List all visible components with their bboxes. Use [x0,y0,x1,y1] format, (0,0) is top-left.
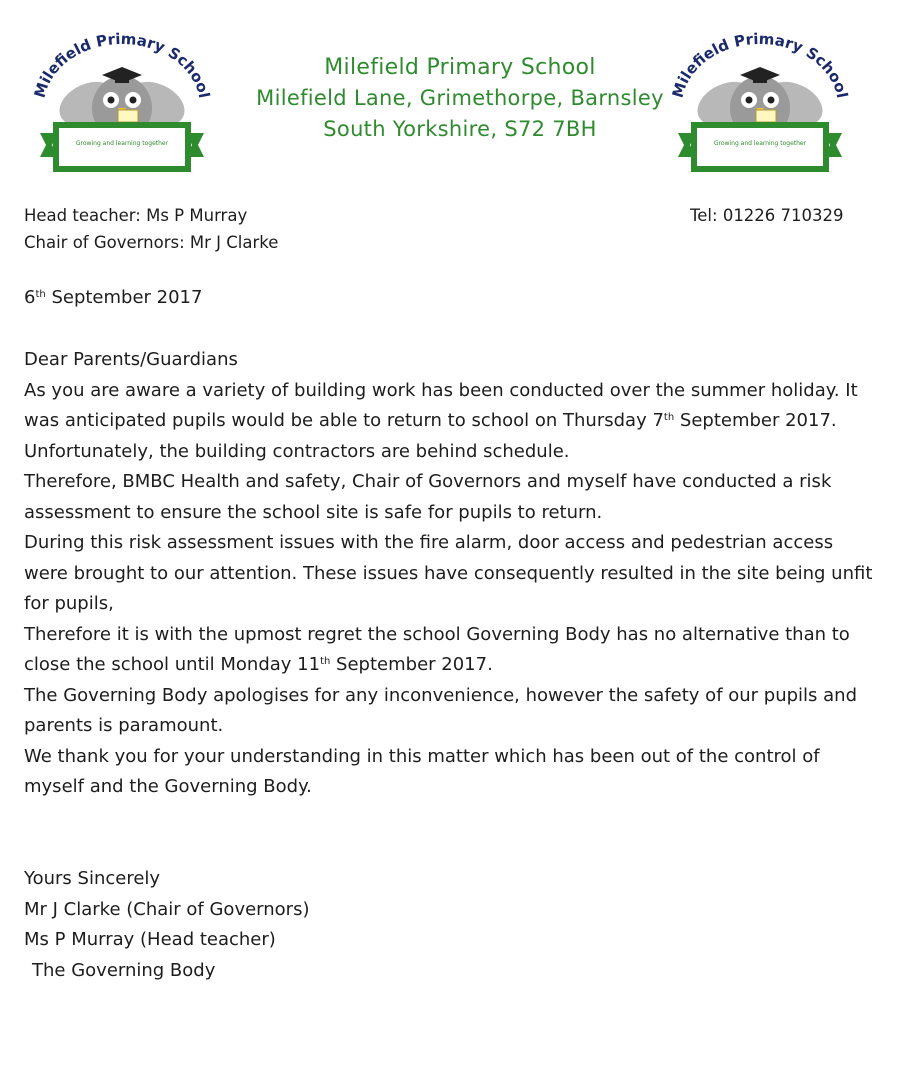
signatory-head: Ms P Murray (Head teacher) [24,929,276,950]
letter-body [24,345,874,803]
closing: Yours Sincerely [24,868,161,889]
salutation: Dear Parents/Guardians [24,349,238,370]
logo-arc-text: Milefield Primary School [668,29,852,100]
paragraph-behind-schedule: Unfortunately, the building contractors are behind schedule. [24,440,570,462]
paragraph-thanks: We thank you for your understanding in this matter which has been out of the control of myself and the Governing Body. [24,745,820,797]
school-name: Milefield Primary School [324,55,596,80]
ordinal-suffix: th [663,412,675,423]
logo-motto: Growing and learning together [75,140,169,147]
paragraph-apology: The Governing Body apologises for any inconvenience, however the safety of our pupils and parents is paramount. [24,684,858,736]
letter-signoff [24,864,309,986]
paragraph-building-work [24,376,874,437]
staff-block [24,202,278,256]
logo-arc-text: Milefield Primary School [30,29,214,100]
chair-of-governors-line: Chair of Governors: Mr J Clarke [24,233,279,252]
school-logo-right [660,28,860,178]
school-letterhead [220,52,700,145]
address-line-2: South Yorkshire, S72 7BH [323,117,597,141]
paragraph-issues: During this risk assessment issues with the fire alarm, door access and pedestrian access were brought to our attention. These issues have consequently resulted in the site being unfit for pupils, [24,532,873,614]
paragraph-closure [24,620,874,681]
paragraph-text: As you are aware a variety of building work has been conducted over the summer holiday. It was anticipated pupils would be able to return to school on Thursday 7 [24,379,858,431]
telephone-line: Tel: 01226 710329 [690,206,844,225]
letter-date [24,284,202,312]
ordinal-suffix: th [320,656,331,667]
school-logo-left [22,28,222,178]
head-teacher-line: Head teacher: Ms P Murray [24,206,248,225]
signatory-governing-body: The Governing Body [32,959,216,981]
paragraph-text: Therefore it is with the upmost regret the school Governing Body has no alternative than to close the school until Monday 11 [24,623,850,675]
owl-crest-icon [660,28,860,178]
date-suffix: th [35,289,46,300]
address-line-1: Milefield Lane, Grimethorpe, Barnsley [256,86,664,110]
date-day: 6 [24,287,36,308]
paragraph-text: September 2017. [674,410,837,431]
paragraph-risk-assessment: Therefore, BMBC Health and safety, Chair of Governors and myself have conducted a risk assessment to ensure the school site is safe for pupils to return. [24,471,832,523]
owl-crest-icon [22,28,222,178]
date-rest: September 2017 [45,287,203,308]
signatory-chair: Mr J Clarke (Chair of Governors) [24,898,310,920]
paragraph-text: September 2017. [330,654,493,675]
logo-motto: Growing and learning together [713,140,807,147]
